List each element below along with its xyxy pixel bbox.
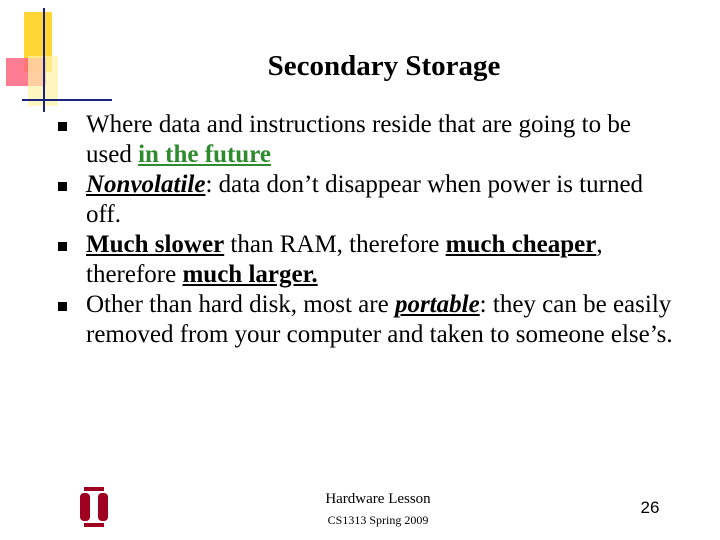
- bullet-item-future: [58, 110, 678, 170]
- bullet-list: [58, 110, 678, 350]
- bullet-item-nonvolatile: [58, 170, 678, 230]
- page-number: 26: [640, 498, 660, 517]
- bullet-item-portable: [58, 290, 678, 350]
- bullet-text: than RAM, therefore: [224, 231, 446, 258]
- slide-title: Secondary Storage: [267, 50, 501, 82]
- footer-center: [298, 490, 458, 528]
- bullet-square-icon: [58, 302, 67, 311]
- bullet-text: : they can be easily removed from your computer and taken to someone else’s.: [86, 291, 673, 348]
- bullet-text: Other than hard disk, most are: [86, 291, 395, 318]
- bullet-square-icon: [58, 122, 67, 131]
- bullet-item-slower: [58, 230, 678, 290]
- ou-logo-icon: [78, 487, 110, 527]
- bullet-text: Much slower: [86, 231, 225, 258]
- bullet-square-icon: [58, 242, 67, 251]
- bullet-text: , therefore: [86, 231, 603, 288]
- bullet-text: Where data and instructions reside that are going to be used: [86, 111, 631, 168]
- bullet-square-icon: [58, 182, 67, 191]
- bullet-text: in the future: [138, 141, 271, 168]
- bullet-text: much larger.: [182, 261, 318, 288]
- bullet-text: : data don’t disappear when power is turned off.: [86, 171, 644, 228]
- bullet-text: much cheaper: [445, 231, 597, 258]
- bullet-text: Nonvolatile: [86, 171, 206, 198]
- footer-course: CS1313 Spring 2009: [327, 513, 429, 527]
- bullet-text: portable: [394, 291, 480, 318]
- footer-lesson: Hardware Lesson: [325, 491, 431, 507]
